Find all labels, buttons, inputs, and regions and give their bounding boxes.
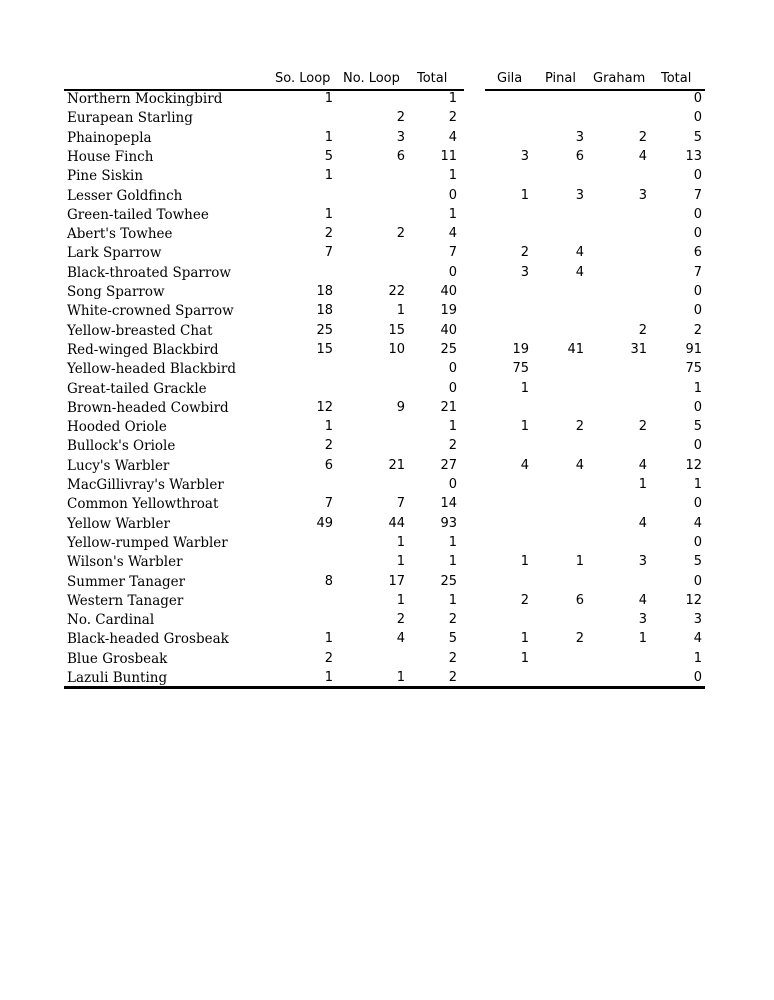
cell-total-a: 25 xyxy=(440,341,457,357)
cell-total-b: 1 xyxy=(693,477,702,492)
cell-total-a: 1 xyxy=(448,206,457,222)
cell-pinal: 4 xyxy=(575,264,584,280)
cell-total-a: 0 xyxy=(448,380,457,396)
cell-so-loop: 1 xyxy=(324,129,333,145)
cell-total-a: 4 xyxy=(448,226,457,242)
species-name: Phainopepla xyxy=(67,129,152,146)
cell-total-a: 14 xyxy=(440,496,457,512)
cell-no-loop: 7 xyxy=(396,496,405,512)
species-name: House Finch xyxy=(67,148,154,165)
cell-gila: 1 xyxy=(520,419,529,435)
table-row xyxy=(0,418,774,437)
cell-total-a: 0 xyxy=(448,264,457,280)
cell-total-a: 40 xyxy=(440,322,457,338)
cell-total-b: 12 xyxy=(685,457,702,473)
table-row xyxy=(0,206,774,225)
cell-total-a: 7 xyxy=(448,245,457,261)
cell-total-a: 93 xyxy=(440,515,457,531)
cell-total-a: 1 xyxy=(448,91,457,106)
cell-so-loop: 6 xyxy=(324,457,333,473)
cell-pinal: 2 xyxy=(575,631,584,647)
species-name: Brown-headed Cowbird xyxy=(67,399,229,416)
cell-pinal: 6 xyxy=(575,148,584,164)
species-name: Hooded Oriole xyxy=(67,419,167,436)
table-row xyxy=(0,360,774,379)
cell-total-a: 1 xyxy=(448,168,457,184)
cell-graham: 31 xyxy=(630,341,647,357)
table-row xyxy=(0,630,774,649)
cell-total-b: 5 xyxy=(693,554,702,570)
cell-pinal: 41 xyxy=(567,341,584,357)
table-row xyxy=(0,302,774,321)
table-row xyxy=(0,650,774,669)
cell-no-loop: 17 xyxy=(388,573,405,589)
header-total-b: Total xyxy=(661,71,692,86)
cell-so-loop: 8 xyxy=(324,573,333,589)
cell-total-b: 12 xyxy=(685,592,702,608)
species-name: Lark Sparrow xyxy=(67,245,162,262)
cell-graham: 3 xyxy=(638,554,647,570)
table-row xyxy=(0,437,774,456)
cell-total-b: 0 xyxy=(693,206,702,222)
header-pinal: Pinal xyxy=(545,71,576,86)
header-no-loop: No. Loop xyxy=(343,71,400,86)
cell-gila: 3 xyxy=(520,148,529,164)
header-so-loop: So. Loop xyxy=(275,71,331,86)
cell-total-b: 13 xyxy=(685,148,702,164)
cell-graham: 2 xyxy=(638,322,647,338)
cell-graham: 1 xyxy=(638,477,647,492)
cell-no-loop: 1 xyxy=(396,303,405,319)
species-name: Lucy's Warbler xyxy=(67,457,170,474)
cell-no-loop: 2 xyxy=(396,612,405,628)
species-name: White-crowned Sparrow xyxy=(67,303,234,320)
cell-total-b: 3 xyxy=(693,612,702,628)
table-bottom-rule xyxy=(64,686,705,689)
cell-no-loop: 44 xyxy=(388,515,405,531)
cell-graham: 2 xyxy=(638,419,647,435)
species-name: Eurapean Starling xyxy=(67,110,193,127)
header-graham: Graham xyxy=(593,71,646,86)
species-name: Lesser Goldfinch xyxy=(67,187,183,204)
cell-total-b: 6 xyxy=(693,245,702,261)
table-row xyxy=(0,109,774,128)
species-name: Common Yellowthroat xyxy=(67,496,219,513)
cell-total-a: 2 xyxy=(448,110,457,126)
cell-total-a: 1 xyxy=(448,592,457,608)
table-row xyxy=(0,90,774,109)
table-row xyxy=(0,515,774,534)
cell-so-loop: 15 xyxy=(316,341,333,357)
species-name: Northern Mockingbird xyxy=(67,91,223,107)
cell-total-a: 0 xyxy=(448,187,457,203)
species-name: Black-headed Grosbeak xyxy=(67,631,229,648)
cell-gila: 1 xyxy=(520,631,529,647)
species-name: MacGillivray's Warbler xyxy=(67,477,224,493)
table-row xyxy=(0,187,774,206)
cell-total-a: 21 xyxy=(440,399,457,415)
cell-so-loop: 2 xyxy=(324,226,333,242)
cell-so-loop: 18 xyxy=(316,284,333,299)
cell-total-a: 1 xyxy=(448,419,457,435)
cell-no-loop: 6 xyxy=(396,148,405,164)
cell-total-b: 0 xyxy=(693,573,702,589)
cell-gila: 75 xyxy=(512,361,529,377)
cell-pinal: 1 xyxy=(575,554,584,570)
table-row xyxy=(0,283,774,302)
cell-so-loop: 5 xyxy=(324,148,333,164)
cell-total-a: 4 xyxy=(448,129,457,145)
cell-total-a: 19 xyxy=(440,303,457,319)
cell-no-loop: 1 xyxy=(396,592,405,608)
header-gila: Gila xyxy=(497,71,523,86)
cell-total-b: 0 xyxy=(693,438,702,454)
cell-total-a: 25 xyxy=(440,573,457,589)
table-row xyxy=(0,129,774,148)
species-name: Abert's Towhee xyxy=(67,226,173,243)
cell-total-b: 0 xyxy=(693,399,702,415)
cell-graham: 4 xyxy=(638,592,647,608)
cell-total-a: 40 xyxy=(440,284,457,299)
species-name: Bullock's Oriole xyxy=(67,438,176,455)
cell-no-loop: 2 xyxy=(396,110,405,126)
cell-gila: 2 xyxy=(520,592,529,608)
cell-so-loop: 2 xyxy=(324,650,333,666)
cell-so-loop: 7 xyxy=(324,245,333,261)
table-row xyxy=(0,495,774,514)
cell-no-loop: 22 xyxy=(388,284,405,299)
cell-total-b: 75 xyxy=(685,361,702,377)
species-name: Green-tailed Towhee xyxy=(67,206,209,223)
cell-pinal: 4 xyxy=(575,457,584,473)
table-row xyxy=(0,244,774,263)
cell-no-loop: 1 xyxy=(396,670,405,685)
cell-total-b: 0 xyxy=(693,534,702,550)
cell-gila: 1 xyxy=(520,554,529,570)
cell-no-loop: 1 xyxy=(396,534,405,550)
species-name: Lazuli Bunting xyxy=(67,670,168,686)
cell-graham: 2 xyxy=(638,129,647,145)
table-row xyxy=(0,573,774,592)
cell-total-a: 0 xyxy=(448,361,457,377)
species-name: Song Sparrow xyxy=(67,284,165,300)
cell-so-loop: 12 xyxy=(316,399,333,415)
table-row xyxy=(0,380,774,399)
table-row xyxy=(0,611,774,630)
table-row xyxy=(0,534,774,553)
cell-graham: 3 xyxy=(638,612,647,628)
cell-pinal: 3 xyxy=(575,187,584,203)
cell-no-loop: 9 xyxy=(396,399,405,415)
cell-gila: 3 xyxy=(520,264,529,280)
table-row xyxy=(0,341,774,360)
cell-total-a: 1 xyxy=(448,554,457,570)
cell-so-loop: 1 xyxy=(324,670,333,685)
species-name: Blue Grosbeak xyxy=(67,650,168,667)
cell-graham: 1 xyxy=(638,631,647,647)
cell-graham: 4 xyxy=(638,515,647,531)
species-name: Yellow-breasted Chat xyxy=(67,322,213,339)
cell-no-loop: 10 xyxy=(388,341,405,357)
cell-gila: 1 xyxy=(520,380,529,396)
cell-graham: 3 xyxy=(638,187,647,203)
cell-total-a: 2 xyxy=(448,612,457,628)
cell-gila: 4 xyxy=(520,457,529,473)
cell-total-b: 5 xyxy=(693,419,702,435)
cell-pinal: 3 xyxy=(575,129,584,145)
cell-total-b: 0 xyxy=(693,670,702,685)
cell-so-loop: 1 xyxy=(324,168,333,184)
cell-total-a: 0 xyxy=(448,477,457,492)
species-name: Yellow Warbler xyxy=(67,515,170,532)
table-row xyxy=(0,457,774,476)
cell-total-a: 1 xyxy=(448,534,457,550)
cell-gila: 2 xyxy=(520,245,529,261)
cell-so-loop: 25 xyxy=(316,322,333,338)
cell-no-loop: 2 xyxy=(396,226,405,242)
cell-total-b: 0 xyxy=(693,226,702,242)
cell-no-loop: 1 xyxy=(396,554,405,570)
cell-no-loop: 3 xyxy=(396,129,405,145)
cell-total-b: 4 xyxy=(693,631,702,647)
cell-total-b: 0 xyxy=(693,496,702,512)
species-name: Pine Siskin xyxy=(67,168,144,185)
cell-total-a: 5 xyxy=(448,631,457,647)
cell-total-b: 1 xyxy=(693,380,702,396)
cell-total-b: 0 xyxy=(693,168,702,184)
cell-so-loop: 1 xyxy=(324,206,333,222)
species-name: Wilson's Warbler xyxy=(67,554,183,571)
cell-total-b: 4 xyxy=(693,515,702,531)
cell-pinal: 4 xyxy=(575,245,584,261)
cell-total-b: 0 xyxy=(693,91,702,106)
table-row xyxy=(0,225,774,244)
table-row xyxy=(0,167,774,186)
cell-so-loop: 18 xyxy=(316,303,333,319)
species-name: No. Cardinal xyxy=(67,612,155,629)
cell-no-loop: 4 xyxy=(396,631,405,647)
cell-graham: 4 xyxy=(638,457,647,473)
cell-so-loop: 7 xyxy=(324,496,333,512)
table-row xyxy=(0,322,774,341)
cell-total-b: 0 xyxy=(693,303,702,319)
cell-total-b: 0 xyxy=(693,110,702,126)
table-row xyxy=(0,476,774,495)
cell-total-b: 7 xyxy=(693,187,702,203)
cell-so-loop: 1 xyxy=(324,631,333,647)
cell-gila: 1 xyxy=(520,650,529,666)
cell-total-b: 91 xyxy=(685,341,702,357)
species-name: Great-tailed Grackle xyxy=(67,380,207,397)
cell-graham: 4 xyxy=(638,148,647,164)
cell-so-loop: 1 xyxy=(324,91,333,106)
cell-total-b: 0 xyxy=(693,284,702,299)
cell-total-a: 27 xyxy=(440,457,457,473)
cell-total-b: 7 xyxy=(693,264,702,280)
species-name: Red-winged Blackbird xyxy=(67,341,219,358)
cell-gila: 1 xyxy=(520,187,529,203)
header-total-a: Total xyxy=(417,71,448,86)
table-row xyxy=(0,148,774,167)
cell-total-a: 2 xyxy=(448,670,457,685)
cell-so-loop: 2 xyxy=(324,438,333,454)
cell-total-a: 2 xyxy=(448,650,457,666)
cell-total-a: 11 xyxy=(440,148,457,164)
cell-total-a: 2 xyxy=(448,438,457,454)
species-name: Western Tanager xyxy=(67,592,184,609)
species-name: Yellow-headed Blackbird xyxy=(67,361,236,378)
table-row xyxy=(0,399,774,418)
cell-total-b: 1 xyxy=(693,650,702,666)
cell-pinal: 6 xyxy=(575,592,584,608)
species-name: Summer Tanager xyxy=(67,573,186,590)
table-row xyxy=(0,264,774,283)
cell-so-loop: 49 xyxy=(316,515,333,531)
species-name: Yellow-rumped Warbler xyxy=(67,534,228,551)
cell-pinal: 2 xyxy=(575,419,584,435)
cell-gila: 19 xyxy=(512,341,529,357)
cell-total-b: 5 xyxy=(693,129,702,145)
cell-no-loop: 15 xyxy=(388,322,405,338)
cell-so-loop: 1 xyxy=(324,419,333,435)
cell-no-loop: 21 xyxy=(388,457,405,473)
cell-total-b: 2 xyxy=(693,322,702,338)
table-row xyxy=(0,553,774,572)
table-row xyxy=(0,592,774,611)
species-name: Black-throated Sparrow xyxy=(67,264,231,281)
